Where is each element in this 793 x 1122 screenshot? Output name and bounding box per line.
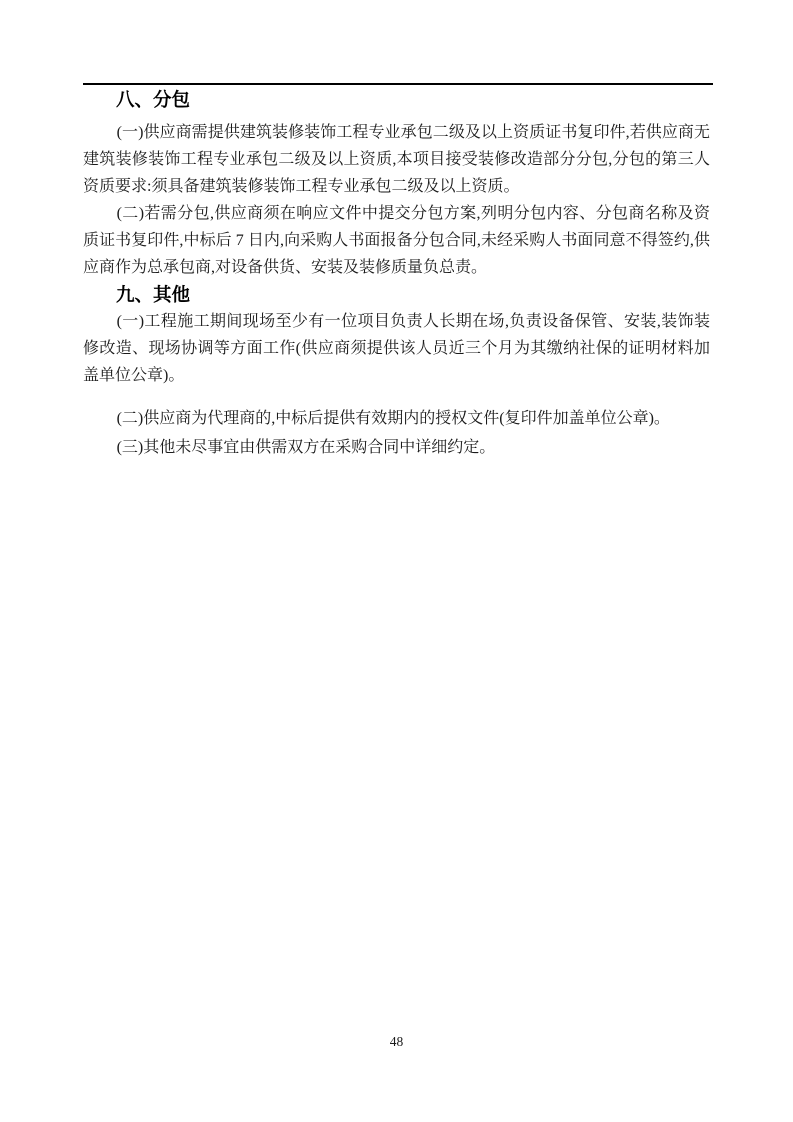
section-heading-subcontracting: 八、分包 — [116, 89, 191, 110]
paragraph: (二)若需分包,供应商须在响应文件中提交分包方案,列明分包内容、分包商名称及资质证书复印件,中标后 7 日内,向采购人书面报备分包合同,未经采购人书面同意不得签约,供应商作为总承包商,对设备供货、安装及装修质量负总责。 — [83, 205, 710, 276]
document-content — [83, 86, 710, 461]
header-rule — [83, 83, 713, 85]
paragraph: (一)工程施工期间现场至少有一位项目负责人长期在场,负责设备保管、安装,装饰装修改造、现场协调等方面工作(供应商须提供该人员近三个月为其缴纳社保的证明材料加盖单位公章)。 — [83, 313, 710, 384]
section-heading-other: 九、其他 — [116, 284, 191, 305]
paragraph: (一)供应商需提供建筑装修装饰工程专业承包二级及以上资质证书复印件,若供应商无建筑装修装饰工程专业承包二级及以上资质,本项目接受装修改造部分分包,分包的第三人资质要求:须具备建筑装修装饰工程专业承包二级及以上资质。 — [83, 124, 710, 195]
paragraph: (二)供应商为代理商的,中标后提供有效期内的授权文件(复印件加盖单位公章)。 — [116, 410, 670, 427]
paragraph: (三)其他未尽事宜由供需双方在采购合同中详细约定。 — [116, 439, 496, 456]
page-number: 48 — [389, 1034, 404, 1049]
